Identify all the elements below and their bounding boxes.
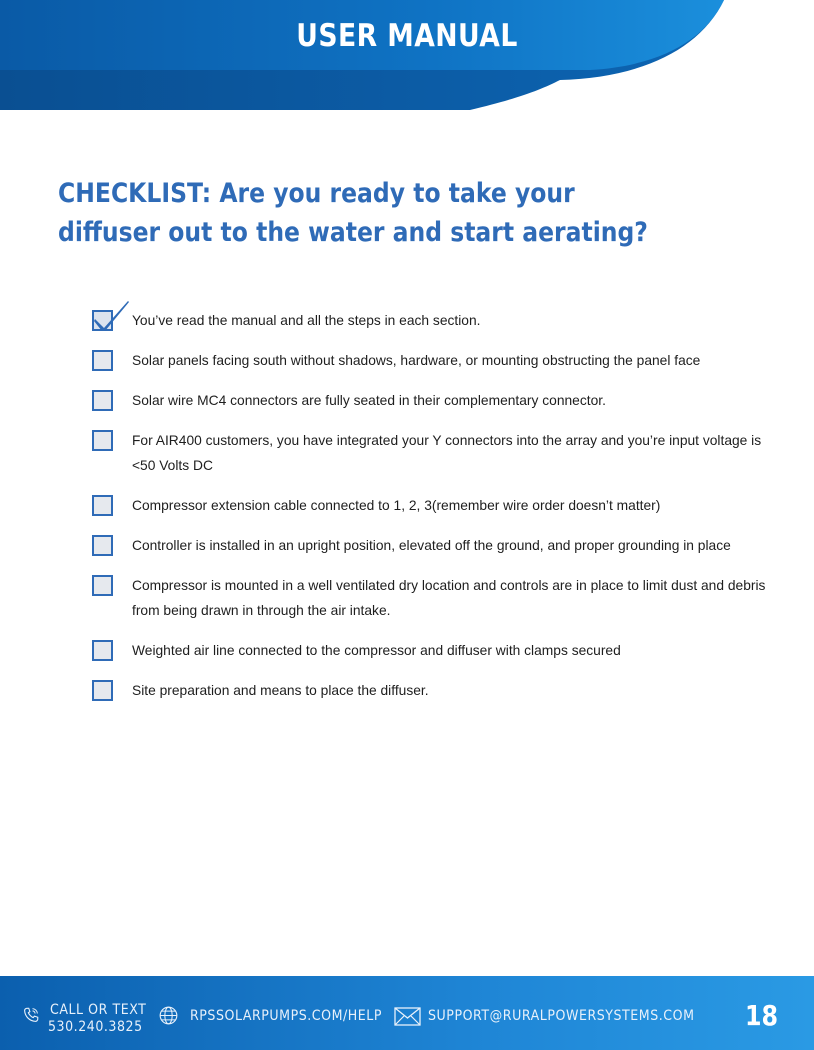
- checkbox[interactable]: [92, 575, 113, 596]
- email-link[interactable]: SUPPORT@RURALPOWERSYSTEMS.COM: [428, 1008, 695, 1024]
- checkmark-icon: [91, 298, 133, 334]
- checklist-item-text: Solar wire MC4 connectors are fully seated in their complementary connector.: [132, 393, 606, 408]
- checklist-item-text: Weighted air line connected to the compressor and diffuser with clamps secured: [132, 643, 621, 658]
- checkbox[interactable]: [92, 350, 113, 371]
- checkbox[interactable]: [92, 535, 113, 556]
- header-title: USER MANUAL: [296, 18, 518, 54]
- checklist-item-text: You’ve read the manual and all the steps in each section.: [132, 313, 481, 328]
- checklist-item: [92, 348, 782, 373]
- checklist-item: [92, 493, 782, 518]
- header-banner: [0, 0, 814, 110]
- checklist-item: [92, 573, 782, 623]
- envelope-icon: [394, 1007, 421, 1026]
- checklist-item: [92, 638, 782, 663]
- checklist-item-text: Compressor extension cable connected to 1, 2, 3(remember wire order doesn’t matter): [132, 498, 661, 513]
- checklist: [92, 308, 782, 718]
- checklist-item: [92, 308, 782, 333]
- checklist-item: [92, 533, 782, 558]
- header-wave-graphic: [0, 0, 814, 110]
- checklist-item: [92, 388, 782, 413]
- checkbox[interactable]: [92, 390, 113, 411]
- checkbox[interactable]: [92, 680, 113, 701]
- phone-icon: [22, 1006, 40, 1024]
- checkbox[interactable]: [92, 310, 113, 331]
- checkbox[interactable]: [92, 495, 113, 516]
- checkbox[interactable]: [92, 640, 113, 661]
- checklist-item: [92, 428, 782, 478]
- page-heading: CHECKLIST: Are you ready to take your diffuser out to the water and start aerating?: [58, 178, 648, 248]
- website-link[interactable]: RPSSOLARPUMPS.COM/HELP: [190, 1008, 383, 1024]
- checklist-item: [92, 678, 782, 703]
- checklist-item-text: Solar panels facing south without shadows, hardware, or mounting obstructing the panel face: [132, 353, 701, 368]
- page-number: 18: [745, 999, 779, 1032]
- phone-number[interactable]: 530.240.3825: [48, 1019, 143, 1035]
- call-label: CALL OR TEXT: [50, 1002, 147, 1018]
- checklist-item-text: Compressor is mounted in a well ventilated dry location and controls are in place to limit dust and debris from being drawn in through the air intake.: [132, 578, 766, 618]
- checklist-item-text: For AIR400 customers, you have integrated your Y connectors into the array and you’re input voltage is <50 Volts DC: [132, 433, 762, 473]
- checklist-item-text: Site preparation and means to place the diffuser.: [132, 683, 429, 698]
- footer-bar: [0, 976, 814, 1050]
- globe-icon: [158, 1005, 179, 1026]
- checkbox[interactable]: [92, 430, 113, 451]
- checklist-item-text: Controller is installed in an upright position, elevated off the ground, and proper grounding in place: [132, 538, 731, 553]
